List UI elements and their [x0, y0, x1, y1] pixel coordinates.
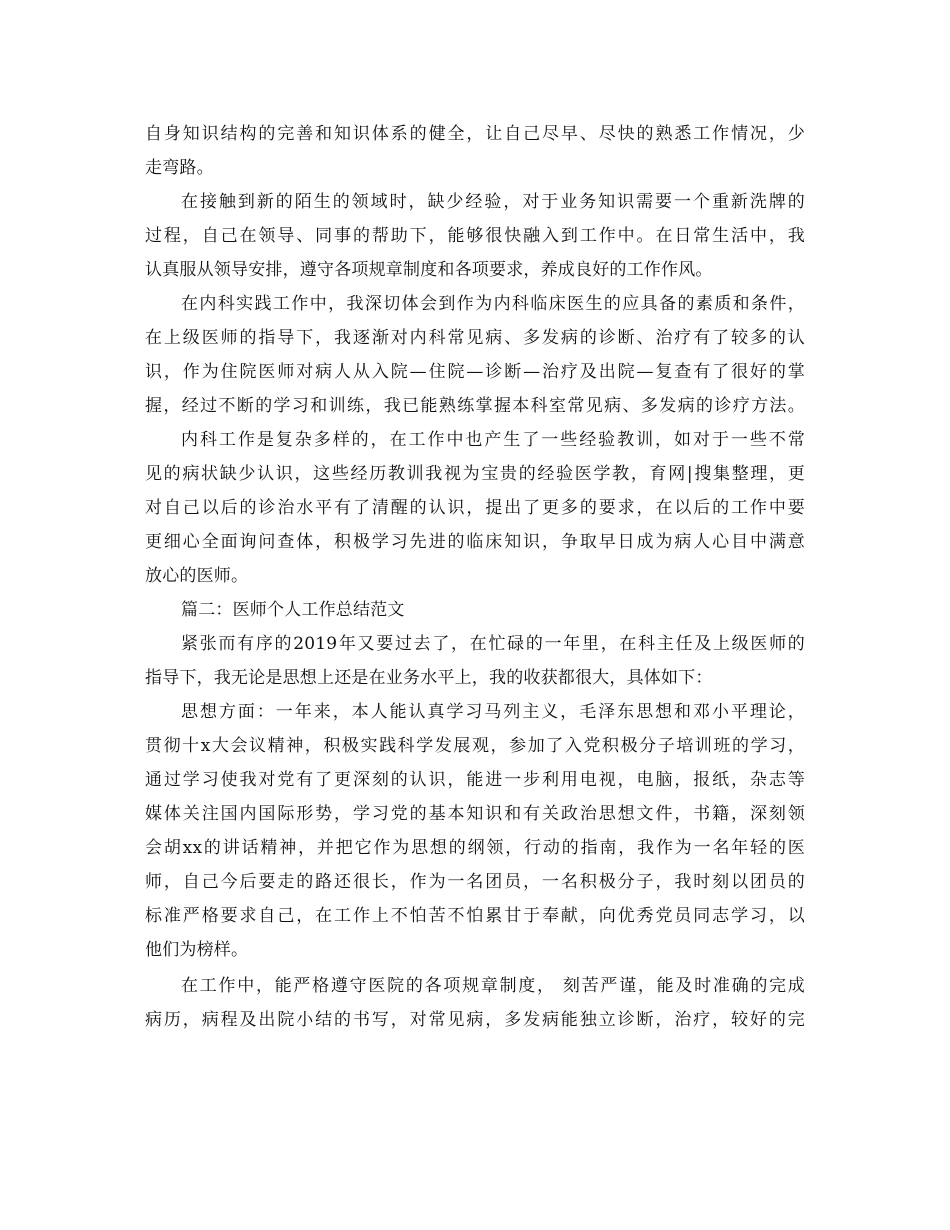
document-body [145, 117, 805, 1037]
text-line: 认真服从领导安排，遵守各项规章制度和各项要求，养成良好的工作作风。 [145, 260, 713, 280]
text-line: 师，自己今后要走的路还很长，作为一名团员，一名积极分子，我时刻以团员的 [145, 872, 805, 892]
text-line: 标准严格要求自己，在工作上不怕苦不怕累甘于奉献，向优秀党员同志学习，以 [145, 906, 805, 926]
text-line: 放心的医师。 [145, 566, 249, 586]
text-line: 病历，病程及出院小结的书写，对常见病，多发病能独立诊断，治疗，较好的完 [145, 1010, 805, 1030]
text-line: 过程，自己在领导、同事的帮助下，能够很快融入到工作中。在日常生活中，我 [145, 226, 805, 246]
text-line: 在上级医师的指导下，我逐渐对内科常见病、多发病的诊断、治疗有了较多的认 [145, 328, 805, 348]
paragraph-first-line: 在工作中，能严格遵守医院的各项规章制度， 刻苦严谨，能及时准确的完成 [181, 976, 805, 996]
text-line: 指导下，我无论是思想上还是在业务水平上，我的收获都很大，具体如下： [145, 668, 713, 688]
text-line: 贯彻十x大会议精神，积极实践科学发展观，参加了入党积极分子培训班的学习， [145, 736, 805, 756]
text-line: 他们为榜样。 [145, 940, 249, 960]
paragraph-first-line: 内科工作是复杂多样的，在工作中也产生了一些经验教训，如对于一些不常 [181, 430, 805, 450]
text-line: 见的病状缺少认识，这些经历教训我视为宝贵的经验医学教，育网|搜集整理，更 [145, 464, 805, 484]
paragraph-first-line: 在接触到新的陌生的领域时，缺少经验，对于业务知识需要一个重新洗牌的 [181, 192, 805, 212]
paragraph-first-line: 在内科实践工作中，我深切体会到作为内科临床医生的应具备的素质和条件， [181, 294, 805, 314]
text-line: 走弯路。 [145, 158, 214, 178]
paragraph-first-line: 思想方面：一年来，本人能认真学习马列主义，毛泽东思想和邓小平理论， [181, 702, 805, 722]
text-line: 握，经过不断的学习和训练，我已能熟练掌握本科室常见病、多发病的诊疗方法。 [145, 396, 805, 416]
section-heading: 篇二：医师个人工作总结范文 [181, 600, 405, 620]
text-line: 自身知识结构的完善和知识体系的健全，让自己尽早、尽快的熟悉工作情况，少 [145, 124, 805, 144]
text-line: 会胡xx的讲话精神，并把它作为思想的纲领，行动的指南，我作为一名年轻的医 [145, 838, 805, 858]
paragraph-first-line: 紧张而有序的2019年又要过去了，在忙碌的一年里，在科主任及上级医师的 [181, 634, 805, 654]
text-line: 更细心全面询问查体，积极学习先进的临床知识，争取早日成为病人心目中满意 [145, 532, 805, 552]
text-line: 识，作为住院医师对病人从入院—住院—诊断—治疗及出院—复查有了很好的掌 [145, 362, 805, 382]
text-line: 对自己以后的诊治水平有了清醒的认识，提出了更多的要求，在以后的工作中要 [145, 498, 805, 518]
text-line: 媒体关注国内国际形势，学习党的基本知识和有关政治思想文件，书籍，深刻领 [145, 804, 805, 824]
text-line: 通过学习使我对党有了更深刻的认识，能进一步利用电视，电脑，报纸，杂志等 [145, 770, 805, 790]
